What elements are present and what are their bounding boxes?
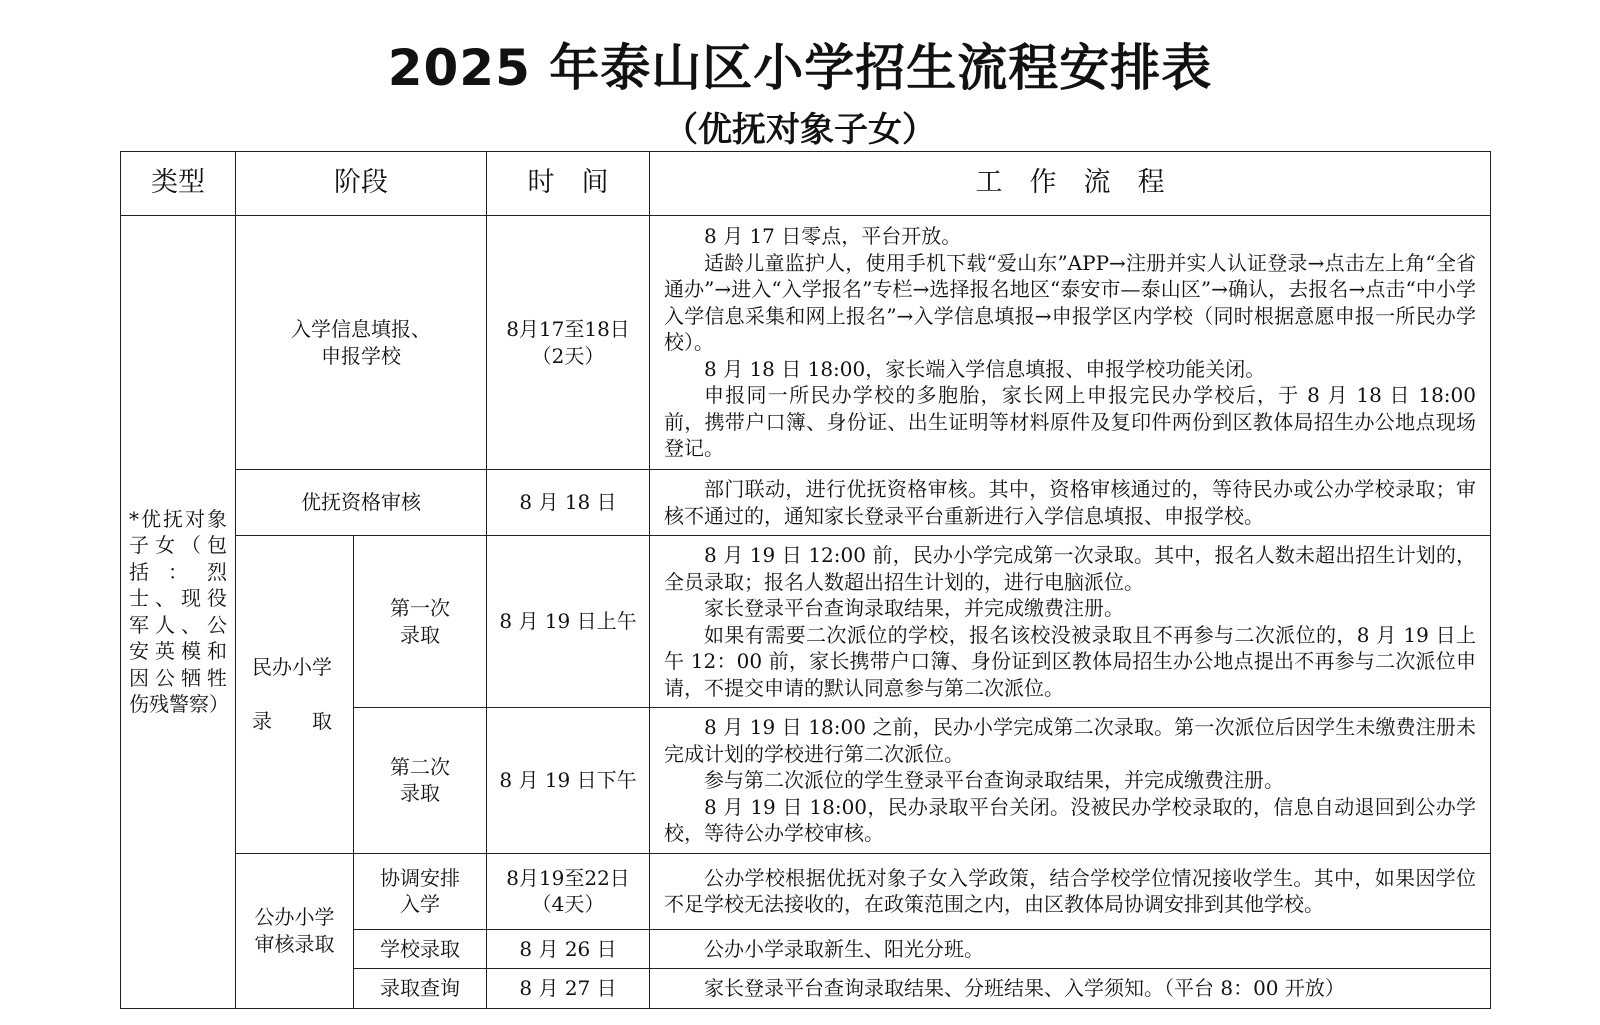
stage-cell <box>354 853 487 929</box>
time-line: （4天） <box>531 892 605 916</box>
time-cell: 8 月 19 日上午 <box>487 536 650 708</box>
time-cell: 8 月 18 日 <box>487 470 650 536</box>
header-stage: 阶段 <box>236 152 487 216</box>
enrollment-schedule-table <box>120 151 1491 1009</box>
stage-cell: 录取查询 <box>354 969 487 1009</box>
group-line: 民办小学 <box>252 655 332 680</box>
stage-line: 协调安排 <box>380 865 460 890</box>
workflow-paragraph: 公办小学录取新生、阳光分班。 <box>704 936 984 961</box>
stage-line: 录取 <box>400 781 440 806</box>
stage-line: 录取 <box>400 622 440 647</box>
header-type: 类型 <box>121 152 236 216</box>
time-cell <box>487 216 650 470</box>
group-line: 公办小学 <box>254 905 335 929</box>
stage-line: 第一次 <box>390 596 450 620</box>
stage-line: 入学信息填报、 <box>291 317 431 341</box>
time-cell: 8 月 26 日 <box>487 929 650 969</box>
workflow-cell <box>650 470 1491 536</box>
time-line: 8月19至22日 <box>506 865 630 890</box>
workflow-paragraph: 8 月 19 日 18:00，民办录取平台关闭。没被民办学校录取的，信息自动退回到公办学校，等待公办学校审核。 <box>664 794 1476 845</box>
stage-cell <box>354 708 487 854</box>
workflow-paragraph: 部门联动，进行优抚资格审核。其中，资格审核通过的，等待民办或公办学校录取；审核不通过的，通知家长登录平台重新进行入学信息填报、申报学校。 <box>664 477 1476 528</box>
workflow-paragraph: 参与第二次派位的学生登录平台查询录取结果，并完成缴费注册。 <box>704 768 1284 792</box>
workflow-paragraph: 适龄儿童监护人，使用手机下载“爱山东”APP→注册并实人认证登录→点击左上角“全省通办”→进入“入学报名”专栏→选择报名地区“泰安市—泰山区”→确认，去报名→点击“中小学入学信息采集和网上报名”→入学信息填报→申报学区内学校（同时根据意愿申报一所民办学校）。 <box>664 250 1476 355</box>
table-row <box>121 853 1491 929</box>
workflow-paragraph: 8 月 18 日 18:00，家长端入学信息填报、申报学校功能关闭。 <box>704 356 1266 381</box>
workflow-cell <box>650 536 1491 708</box>
time-cell <box>487 853 650 929</box>
time-cell: 8 月 19 日下午 <box>487 708 650 854</box>
group-line: 录 取 <box>252 708 332 733</box>
type-cell: *优抚对象子女（包括：烈士、现役军人、公安英模和因公牺牲伤残警察） <box>121 216 236 1009</box>
stage-cell: 学校录取 <box>354 929 487 969</box>
header-time: 时 间 <box>487 152 650 216</box>
header-workflow: 工 作 流 程 <box>650 152 1491 216</box>
table-row <box>121 536 1491 708</box>
workflow-paragraph: 8 月 19 日 18:00 之前，民办小学完成第二次录取。第一次派位后因学生未缴费注册未完成计划的学校进行第二次派位。 <box>664 715 1476 766</box>
table-row <box>121 216 1491 470</box>
group-cell-public <box>236 853 354 1008</box>
stage-line: 第二次 <box>390 754 450 779</box>
page-title: 2025 年泰山区小学招生流程安排表 <box>387 39 1213 97</box>
workflow-paragraph: 家长登录平台查询录取结果、分班结果、入学须知。（平台 8：00 开放） <box>704 976 1345 1000</box>
stage-line: 入学 <box>400 892 440 916</box>
workflow-paragraph: 8 月 17 日零点，平台开放。 <box>704 224 962 249</box>
workflow-paragraph: 公办学校根据优抚对象子女入学政策，结合学校学位情况接收学生。其中，如果因学位不足学校无法接收的，在政策范围之内，由区教体局协调安排到其他学校。 <box>664 865 1476 916</box>
workflow-paragraph: 家长登录平台查询录取结果，并完成缴费注册。 <box>704 596 1124 620</box>
table-row <box>121 470 1491 536</box>
workflow-cell <box>650 216 1491 470</box>
stage-line: 申报学校 <box>321 343 401 368</box>
workflow-paragraph: 申报同一所民办学校的多胞胎，家长网上申报完民办学校后，于 8 月 18 日 18:00 前，携带户口簿、身份证、出生证明等材料原件及复印件两份到区教体局招生办公地点现场登记。 <box>664 383 1476 461</box>
workflow-paragraph: 如果有需要二次派位的学校，报名该校没被录取且不再参与二次派位的，8 月 19 日上午 12：00 前，家长携带户口簿、身份证到区教体局招生办公地点提出不再参与二次派位申请，不提交申请的默认同意参与第二次派位。 <box>664 622 1476 700</box>
time-cell: 8 月 27 日 <box>487 969 650 1009</box>
stage-cell: 优抚资格审核 <box>236 470 487 536</box>
stage-cell <box>236 216 487 470</box>
stage-cell <box>354 536 487 708</box>
workflow-cell <box>650 853 1491 929</box>
workflow-paragraph: 8 月 19 日 12:00 前，民办小学完成第一次录取。其中，报名人数未超出招生计划的，全员录取；报名人数超出招生计划的，进行电脑派位。 <box>664 543 1476 594</box>
page-subtitle: （优抚对象子女） <box>664 110 936 150</box>
time-line: （2天） <box>531 343 605 368</box>
group-cell-private <box>236 536 354 854</box>
workflow-cell <box>650 708 1491 854</box>
header-row <box>121 152 1491 216</box>
workflow-cell <box>650 969 1491 1009</box>
workflow-cell <box>650 929 1491 969</box>
time-line: 8月17至18日 <box>506 317 630 341</box>
group-line: 审核录取 <box>254 931 335 956</box>
